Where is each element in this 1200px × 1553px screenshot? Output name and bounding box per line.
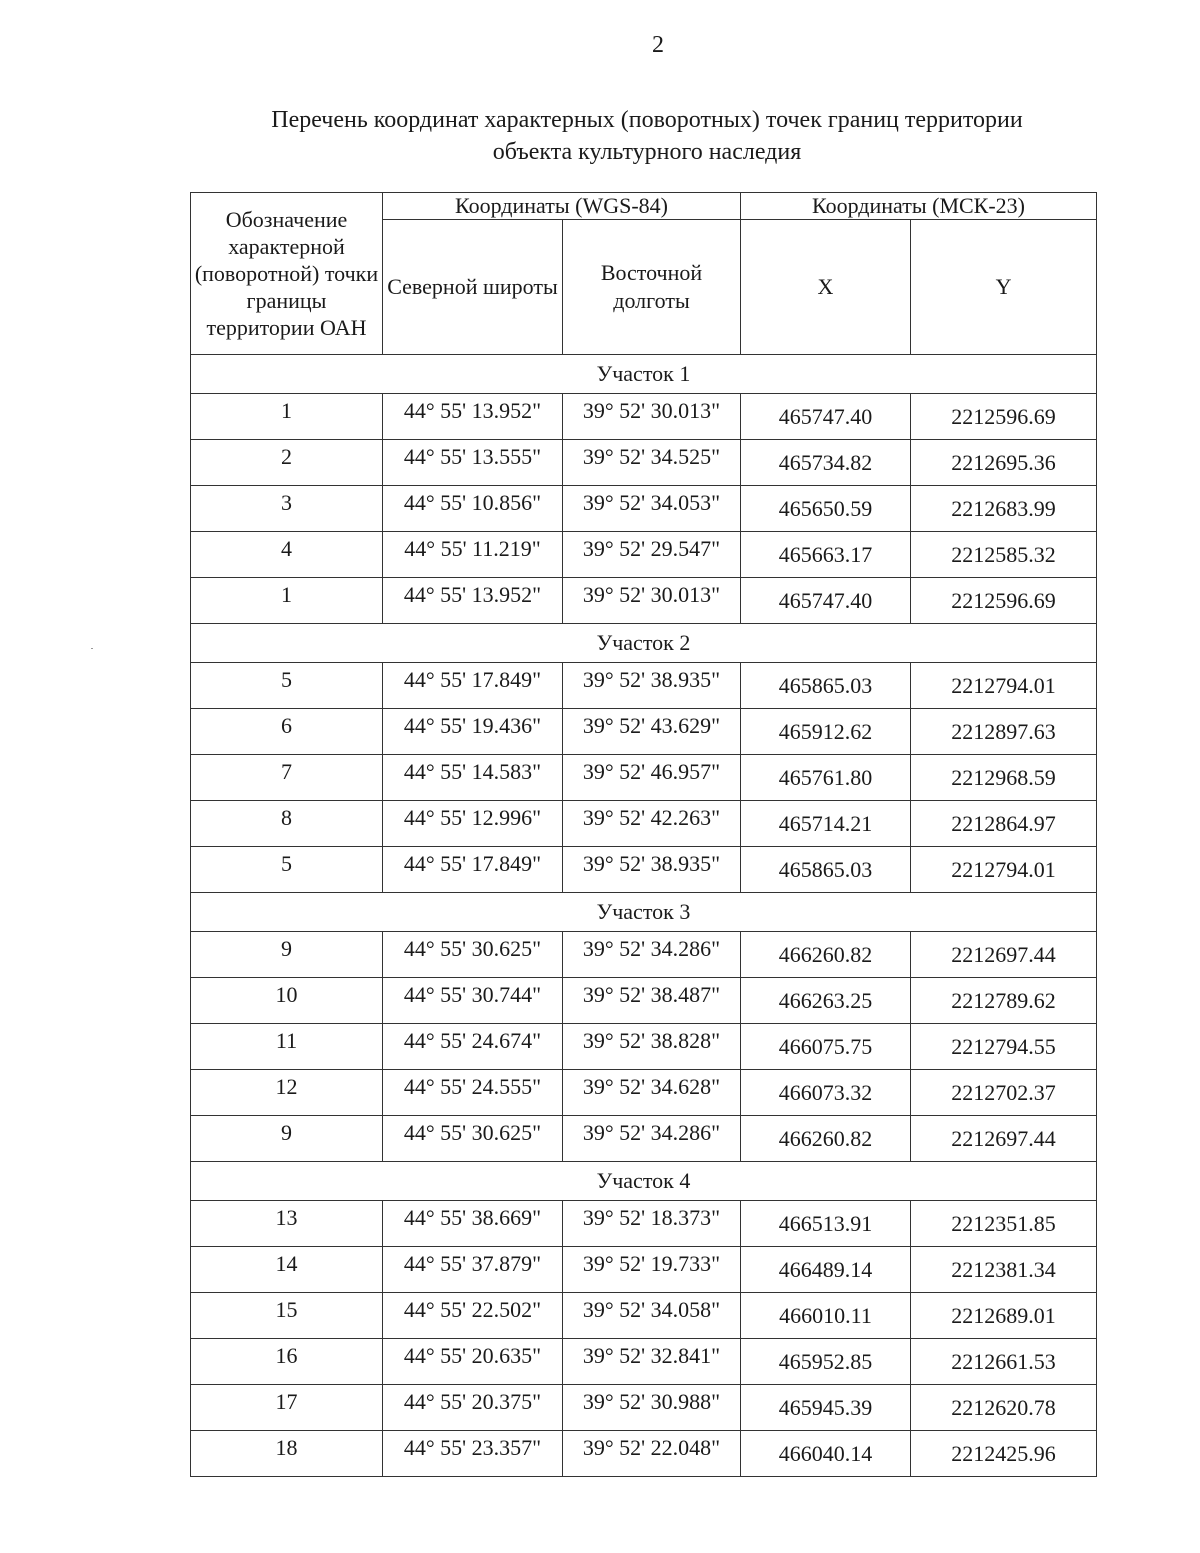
table-row: [191, 440, 1097, 486]
header-designation: Обозначение характерной (поворотной) точки границы территории ОАН: [191, 193, 383, 355]
x-coordinate-cell: 466040.14: [741, 1431, 911, 1477]
y-coordinate-cell: 2212620.78: [911, 1385, 1097, 1431]
point-number-cell: 3: [191, 486, 383, 532]
table-row: [191, 532, 1097, 578]
longitude-cell: 39° 52' 30.013": [563, 394, 741, 440]
point-number-cell: 12: [191, 1070, 383, 1116]
point-number-cell: 9: [191, 1116, 383, 1162]
point-number-cell: 8: [191, 801, 383, 847]
header-x: X: [741, 220, 911, 355]
x-coordinate-cell: 466075.75: [741, 1024, 911, 1070]
table-row: [191, 1293, 1097, 1339]
longitude-cell: 39° 52' 38.935": [563, 663, 741, 709]
section-title: Участок 1: [191, 355, 1097, 394]
point-number-cell: 5: [191, 847, 383, 893]
latitude-cell: 44° 55' 13.952": [383, 578, 563, 624]
latitude-cell: 44° 55' 13.555": [383, 440, 563, 486]
y-coordinate-cell: 2212794.01: [911, 847, 1097, 893]
x-coordinate-cell: 465747.40: [741, 578, 911, 624]
latitude-cell: 44° 55' 23.357": [383, 1431, 563, 1477]
point-number-cell: 11: [191, 1024, 383, 1070]
section-title: Участок 3: [191, 893, 1097, 932]
y-coordinate-cell: 2212661.53: [911, 1339, 1097, 1385]
latitude-cell: 44° 55' 20.635": [383, 1339, 563, 1385]
point-number-cell: 16: [191, 1339, 383, 1385]
longitude-cell: 39° 52' 32.841": [563, 1339, 741, 1385]
point-number-cell: 14: [191, 1247, 383, 1293]
x-coordinate-cell: 465714.21: [741, 801, 911, 847]
page-number: 2: [652, 32, 664, 58]
x-coordinate-cell: 466489.14: [741, 1247, 911, 1293]
document-title: [190, 104, 1104, 168]
latitude-cell: 44° 55' 13.952": [383, 394, 563, 440]
longitude-cell: 39° 52' 46.957": [563, 755, 741, 801]
y-coordinate-cell: 2212702.37: [911, 1070, 1097, 1116]
x-coordinate-cell: 465761.80: [741, 755, 911, 801]
title-line-1: Перечень координат характерных (поворотных) точек границ территории: [271, 107, 1023, 133]
table-row: [191, 1385, 1097, 1431]
y-coordinate-cell: 2212794.01: [911, 663, 1097, 709]
point-number-cell: 5: [191, 663, 383, 709]
point-number-cell: 2: [191, 440, 383, 486]
table-body: [191, 355, 1097, 1477]
table-row: [191, 932, 1097, 978]
table-row: [191, 978, 1097, 1024]
table-row: [191, 1201, 1097, 1247]
longitude-cell: 39° 52' 34.053": [563, 486, 741, 532]
section-row: [191, 893, 1097, 932]
scan-speck: [91, 648, 93, 649]
x-coordinate-cell: 466073.32: [741, 1070, 911, 1116]
point-number-cell: 4: [191, 532, 383, 578]
table-row: [191, 1116, 1097, 1162]
point-number-cell: 10: [191, 978, 383, 1024]
table-row: [191, 755, 1097, 801]
x-coordinate-cell: 465912.62: [741, 709, 911, 755]
longitude-cell: 39° 52' 38.935": [563, 847, 741, 893]
x-coordinate-cell: 465734.82: [741, 440, 911, 486]
longitude-cell: 39° 52' 43.629": [563, 709, 741, 755]
x-coordinate-cell: 466010.11: [741, 1293, 911, 1339]
point-number-cell: 7: [191, 755, 383, 801]
latitude-cell: 44° 55' 11.219": [383, 532, 563, 578]
table-row: [191, 486, 1097, 532]
latitude-cell: 44° 55' 30.625": [383, 1116, 563, 1162]
latitude-cell: 44° 55' 37.879": [383, 1247, 563, 1293]
table-row: [191, 1339, 1097, 1385]
table-row: [191, 801, 1097, 847]
latitude-cell: 44° 55' 12.996": [383, 801, 563, 847]
point-number-cell: 1: [191, 394, 383, 440]
longitude-cell: 39° 52' 38.487": [563, 978, 741, 1024]
longitude-cell: 39° 52' 18.373": [563, 1201, 741, 1247]
title-line-2: объекта культурного наследия: [492, 139, 802, 165]
latitude-cell: 44° 55' 14.583": [383, 755, 563, 801]
longitude-cell: 39° 52' 34.628": [563, 1070, 741, 1116]
longitude-cell: 39° 52' 19.733": [563, 1247, 741, 1293]
latitude-cell: 44° 55' 30.625": [383, 932, 563, 978]
latitude-cell: 44° 55' 17.849": [383, 847, 563, 893]
y-coordinate-cell: 2212689.01: [911, 1293, 1097, 1339]
y-coordinate-cell: 2212864.97: [911, 801, 1097, 847]
table-row: [191, 1247, 1097, 1293]
header-east-longitude: Восточной долготы: [563, 220, 741, 355]
point-number-cell: 9: [191, 932, 383, 978]
coordinates-table: [190, 192, 1097, 1477]
latitude-cell: 44° 55' 24.674": [383, 1024, 563, 1070]
point-number-cell: 1: [191, 578, 383, 624]
x-coordinate-cell: 466513.91: [741, 1201, 911, 1247]
y-coordinate-cell: 2212695.36: [911, 440, 1097, 486]
latitude-cell: 44° 55' 30.744": [383, 978, 563, 1024]
table-row: [191, 847, 1097, 893]
section-row: [191, 1162, 1097, 1201]
latitude-cell: 44° 55' 24.555": [383, 1070, 563, 1116]
x-coordinate-cell: 466260.82: [741, 932, 911, 978]
latitude-cell: 44° 55' 20.375": [383, 1385, 563, 1431]
longitude-cell: 39° 52' 38.828": [563, 1024, 741, 1070]
y-coordinate-cell: 2212897.63: [911, 709, 1097, 755]
y-coordinate-cell: 2212351.85: [911, 1201, 1097, 1247]
table-row: [191, 578, 1097, 624]
x-coordinate-cell: 465747.40: [741, 394, 911, 440]
table-row: [191, 394, 1097, 440]
x-coordinate-cell: 466260.82: [741, 1116, 911, 1162]
x-coordinate-cell: 466263.25: [741, 978, 911, 1024]
y-coordinate-cell: 2212697.44: [911, 932, 1097, 978]
y-coordinate-cell: 2212968.59: [911, 755, 1097, 801]
section-row: [191, 624, 1097, 663]
longitude-cell: 39° 52' 30.013": [563, 578, 741, 624]
latitude-cell: 44° 55' 19.436": [383, 709, 563, 755]
longitude-cell: 39° 52' 30.988": [563, 1385, 741, 1431]
point-number-cell: 6: [191, 709, 383, 755]
table-row: [191, 709, 1097, 755]
section-row: [191, 355, 1097, 394]
longitude-cell: 39° 52' 34.058": [563, 1293, 741, 1339]
latitude-cell: 44° 55' 17.849": [383, 663, 563, 709]
point-number-cell: 15: [191, 1293, 383, 1339]
table-row: [191, 1024, 1097, 1070]
latitude-cell: 44° 55' 38.669": [383, 1201, 563, 1247]
y-coordinate-cell: 2212596.69: [911, 394, 1097, 440]
table-row: [191, 1431, 1097, 1477]
header-north-latitude: Северной широты: [383, 220, 563, 355]
x-coordinate-cell: 465650.59: [741, 486, 911, 532]
latitude-cell: 44° 55' 22.502": [383, 1293, 563, 1339]
header-y: Y: [911, 220, 1097, 355]
longitude-cell: 39° 52' 29.547": [563, 532, 741, 578]
longitude-cell: 39° 52' 34.286": [563, 1116, 741, 1162]
longitude-cell: 39° 52' 34.525": [563, 440, 741, 486]
point-number-cell: 17: [191, 1385, 383, 1431]
y-coordinate-cell: 2212794.55: [911, 1024, 1097, 1070]
y-coordinate-cell: 2212585.32: [911, 532, 1097, 578]
longitude-cell: 39° 52' 42.263": [563, 801, 741, 847]
table-row: [191, 663, 1097, 709]
y-coordinate-cell: 2212381.34: [911, 1247, 1097, 1293]
header-wgs84: Координаты (WGS-84): [383, 193, 741, 220]
y-coordinate-cell: 2212596.69: [911, 578, 1097, 624]
section-title: Участок 4: [191, 1162, 1097, 1201]
y-coordinate-cell: 2212789.62: [911, 978, 1097, 1024]
x-coordinate-cell: 465663.17: [741, 532, 911, 578]
longitude-cell: 39° 52' 22.048": [563, 1431, 741, 1477]
y-coordinate-cell: 2212425.96: [911, 1431, 1097, 1477]
point-number-cell: 13: [191, 1201, 383, 1247]
section-title: Участок 2: [191, 624, 1097, 663]
longitude-cell: 39° 52' 34.286": [563, 932, 741, 978]
y-coordinate-cell: 2212683.99: [911, 486, 1097, 532]
latitude-cell: 44° 55' 10.856": [383, 486, 563, 532]
header-msk23: Координаты (МСК-23): [741, 193, 1097, 220]
x-coordinate-cell: 465865.03: [741, 847, 911, 893]
y-coordinate-cell: 2212697.44: [911, 1116, 1097, 1162]
x-coordinate-cell: 465952.85: [741, 1339, 911, 1385]
table-row: [191, 1070, 1097, 1116]
point-number-cell: 18: [191, 1431, 383, 1477]
x-coordinate-cell: 465945.39: [741, 1385, 911, 1431]
x-coordinate-cell: 465865.03: [741, 663, 911, 709]
